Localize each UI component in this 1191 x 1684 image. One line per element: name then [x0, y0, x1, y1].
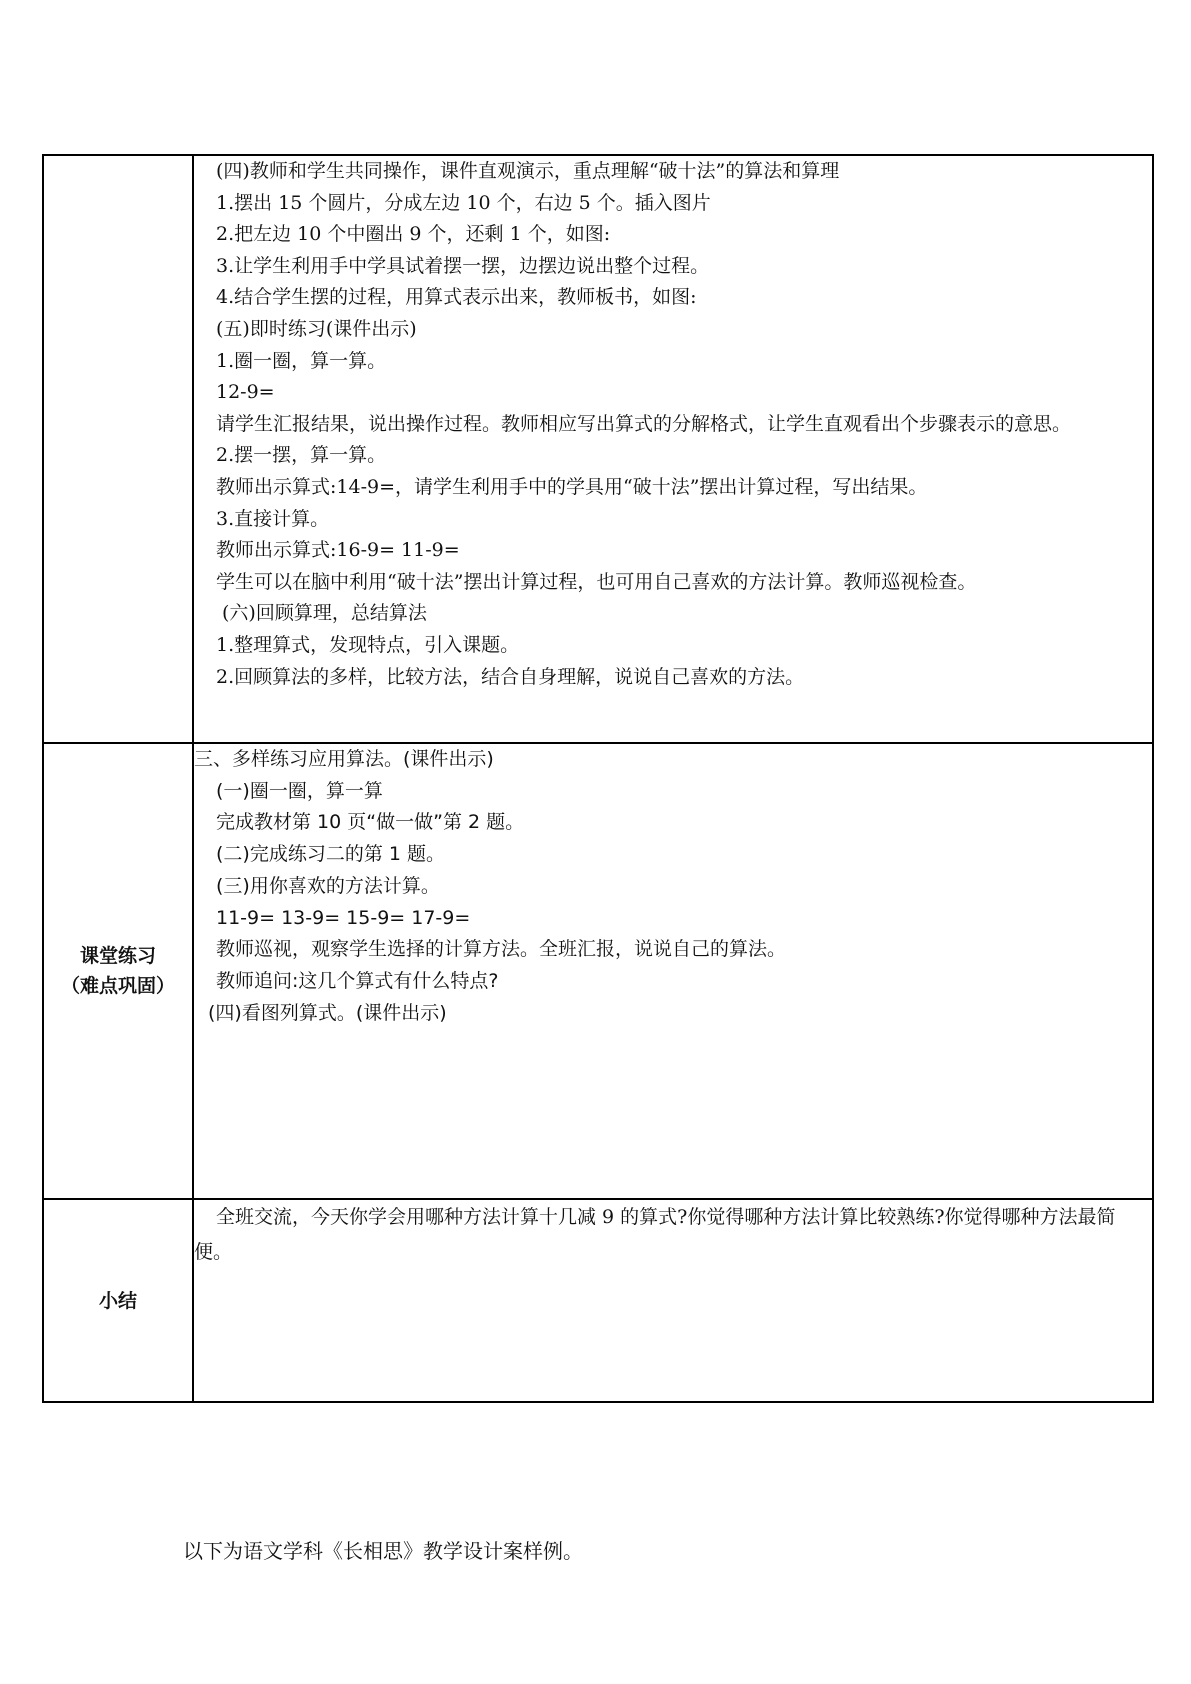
row-label-practice	[43, 743, 193, 1199]
text-line: (一)圈一圈，算一算	[216, 779, 383, 802]
label-line: （难点巩固）	[60, 975, 175, 997]
text-line: 教师出示算式:14-9=，请学生利用手中的学具用“破十法”摆出计算过程，写出结果。	[216, 475, 928, 498]
row-label-summary: 小结	[43, 1199, 193, 1402]
table-row	[43, 155, 1153, 743]
text-line: 三、多样练习应用算法。(课件出示)	[194, 748, 494, 770]
row-content-practice	[193, 743, 1153, 1199]
text-line: 学生可以在脑中利用“破十法”摆出计算过程，也可用自己喜欢的方法计算。教师巡视检查。	[216, 570, 977, 593]
text-line: 3.让学生利用手中学具试着摆一摆，边摆边说出整个过程。	[216, 254, 710, 277]
row-content-operation	[193, 155, 1153, 743]
text-line: (六)回顾算理，总结算法	[222, 602, 427, 625]
lesson-plan-table	[42, 154, 1154, 1403]
text-line: (二)完成练习二的第 1 题。	[216, 843, 445, 866]
text-line: 2.回顾算法的多样，比较方法，结合自身理解，说说自己喜欢的方法。	[216, 665, 805, 688]
text-line: 12-9=	[216, 381, 275, 404]
text-line: 完成教材第 10 页“做一做”第 2 题。	[216, 811, 525, 834]
footer-note: 以下为语文学科《长相思》教学设计案样例。	[183, 1539, 583, 1563]
text-line: 2.摆一摆，算一算。	[216, 444, 387, 467]
text-line: 1.圈一圈，算一算。	[216, 349, 387, 372]
text-line: 1.整理算式，发现特点，引入课题。	[216, 633, 520, 656]
text-line: 4.结合学生摆的过程，用算式表示出来，教师板书，如图:	[216, 286, 697, 309]
text-line: 2.把左边 10 个中圈出 9 个，还剩 1 个，如图:	[216, 223, 611, 246]
text-line: (三)用你喜欢的方法计算。	[216, 874, 440, 897]
table-row	[43, 1199, 1153, 1402]
text-line: 3.直接计算。	[216, 507, 330, 530]
text-line: 请学生汇报结果，说出操作过程。教师相应写出算式的分解格式，让学生直观看出个步骤表示的意思。	[216, 412, 1072, 435]
text-line: (四)教师和学生共同操作，课件直观演示，重点理解“破十法”的算法和算理	[216, 160, 840, 182]
text-line: 11-9= 13-9= 15-9= 17-9=	[216, 906, 471, 929]
summary-text: 全班交流，今天你学会用哪种方法计算十几减 9 的算式?你觉得哪种方法计算比较熟练?你觉得哪种方法最简便。	[194, 1206, 1116, 1263]
text-line: 教师追问:这几个算式有什么特点?	[216, 969, 499, 992]
row-label-empty	[43, 155, 193, 743]
text-line: 1.摆出 15 个圆片，分成左边 10 个，右边 5 个。插入图片	[216, 191, 711, 214]
label-line: 课堂练习	[79, 945, 156, 967]
text-line: (四)看图列算式。(课件出示)	[208, 1001, 447, 1024]
text-line: 教师出示算式:16-9= 11-9=	[216, 539, 460, 562]
text-line: (五)即时练习(课件出示)	[216, 317, 417, 340]
text-line: 教师巡视，观察学生选择的计算方法。全班汇报，说说自己的算法。	[216, 938, 787, 961]
row-content-summary	[193, 1199, 1153, 1402]
table-row	[43, 743, 1153, 1199]
